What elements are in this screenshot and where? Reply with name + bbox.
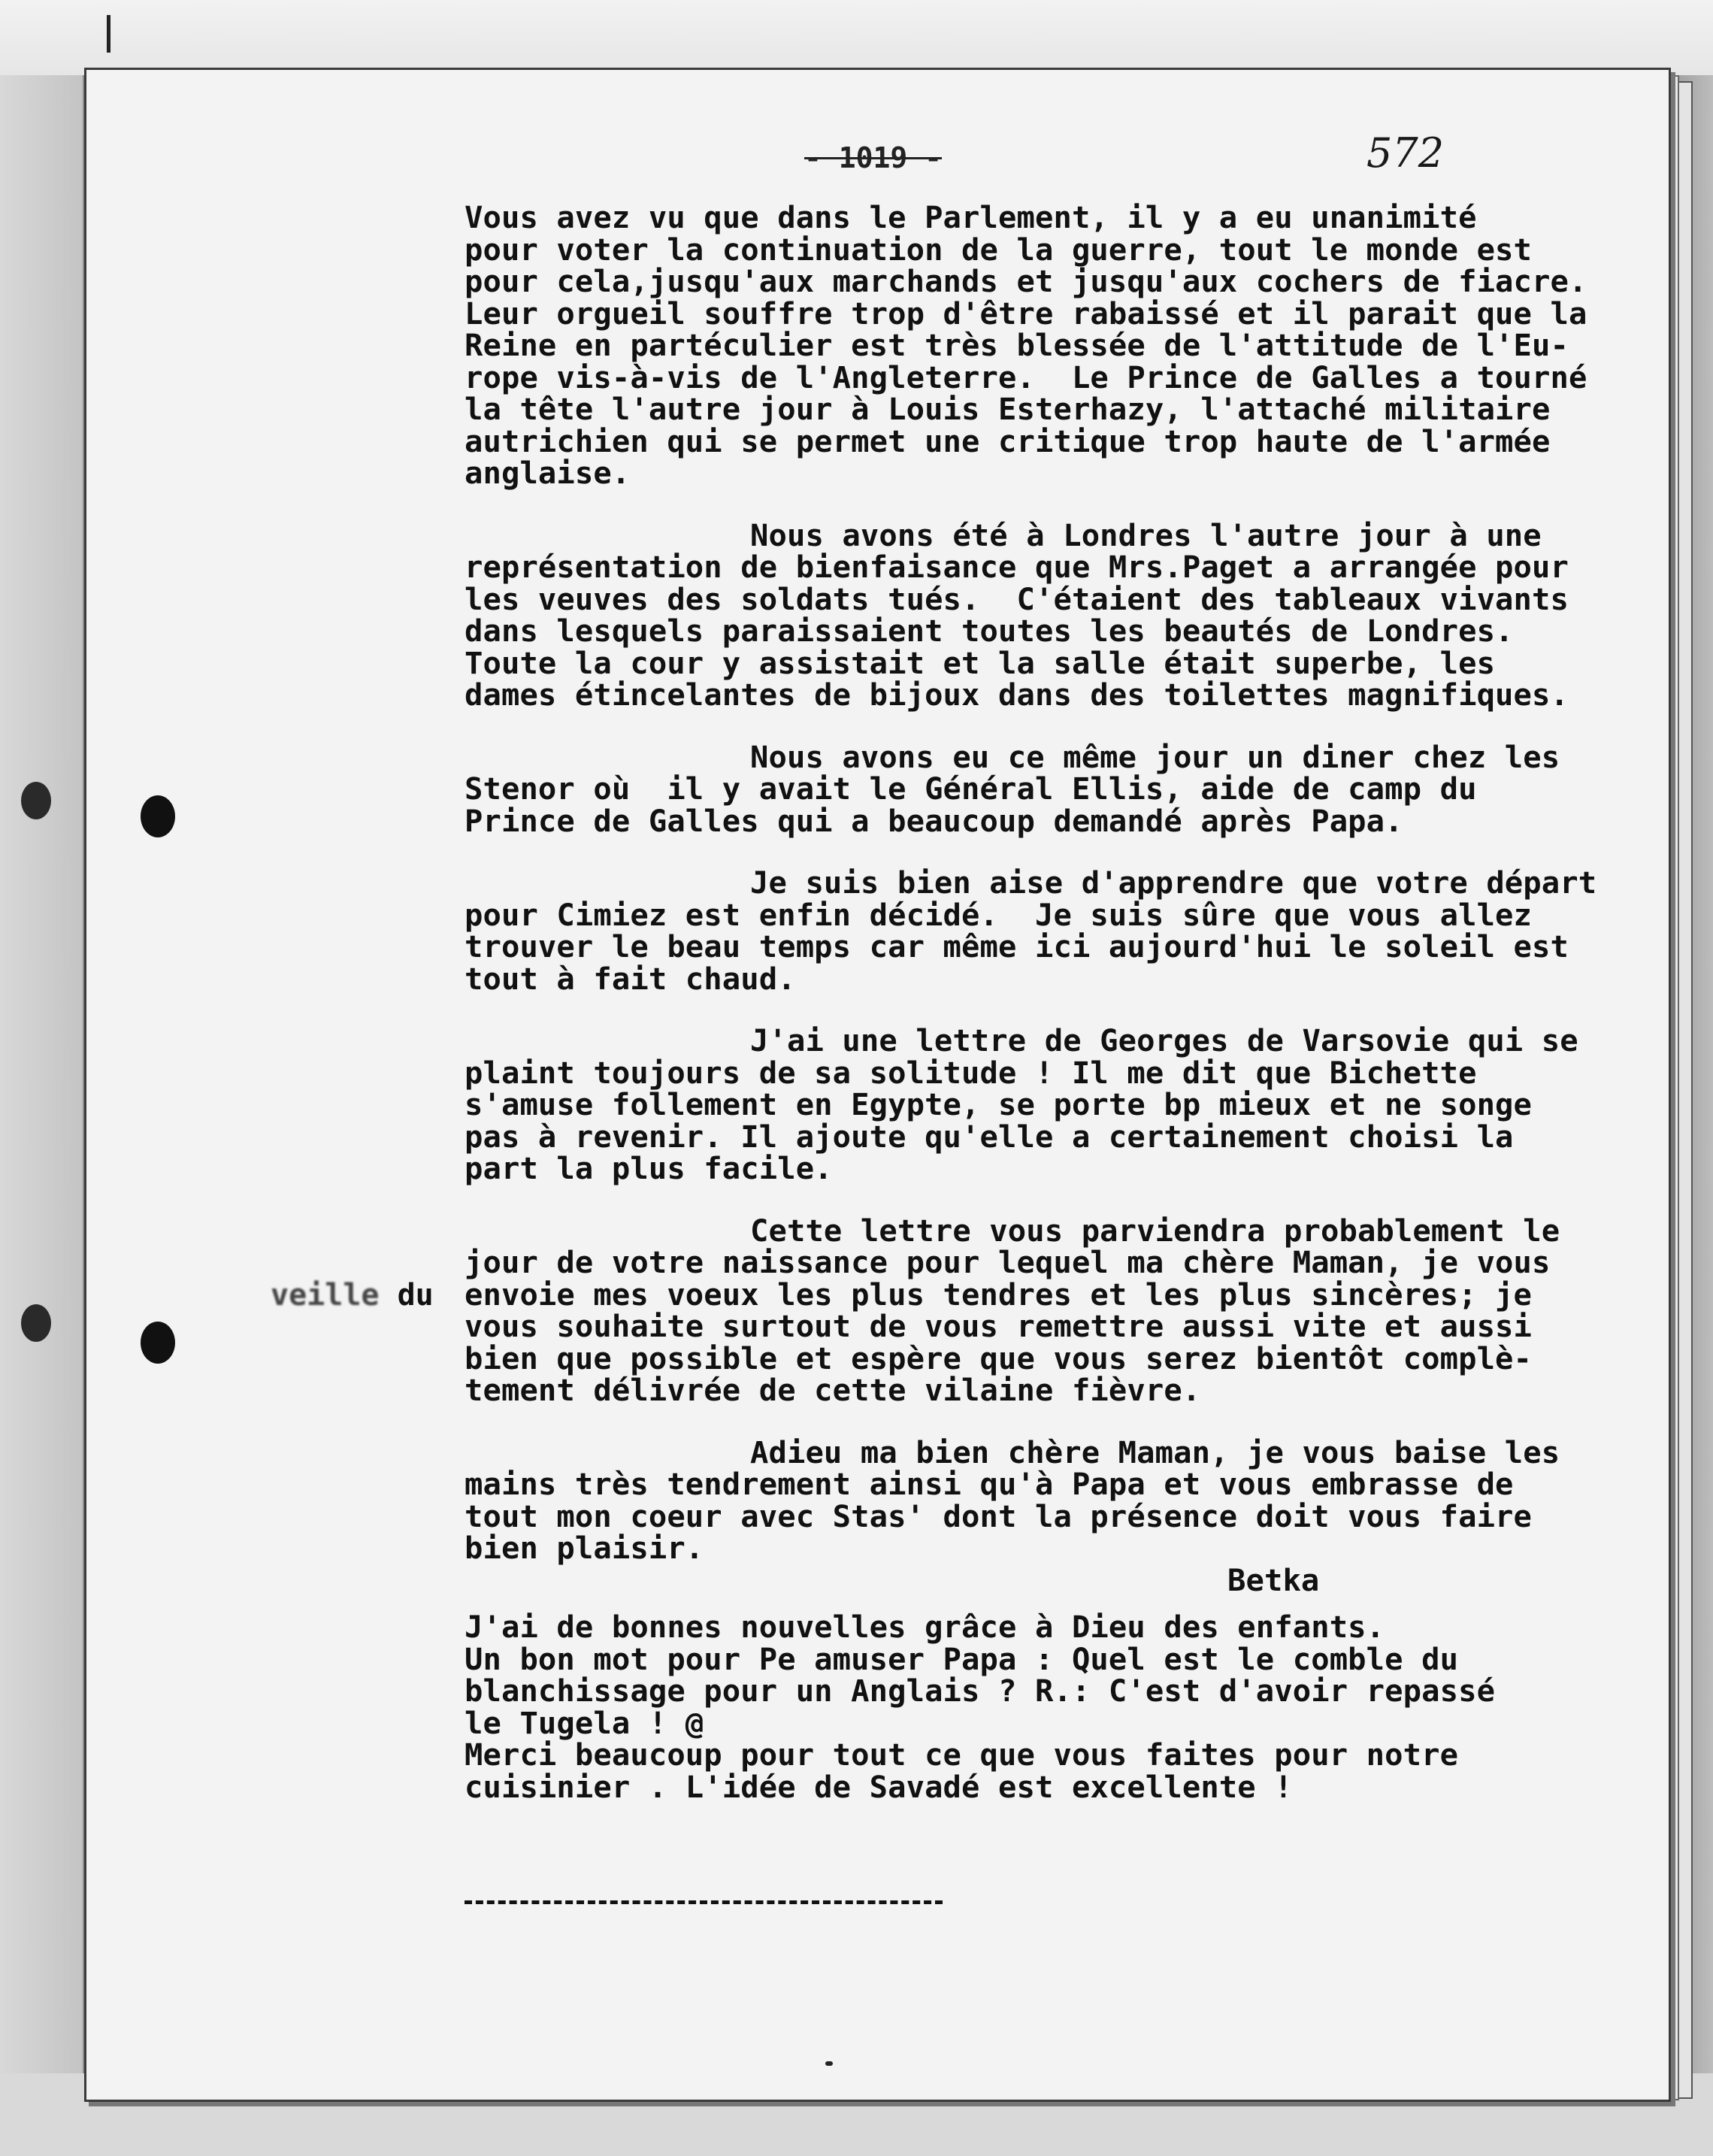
closing-dashed-rule xyxy=(465,1900,943,1904)
punch-hole xyxy=(141,1322,175,1364)
margin-annotation xyxy=(271,1278,434,1313)
text-line: dames étincelantes de bijoux dans des toilettes magnifiques. xyxy=(465,677,1569,713)
text-line: mains très tendrement ainsi qu'à Papa et vous embrasse de xyxy=(465,1466,1514,1502)
text-line: s'amuse follement en Egypte, se porte bp mieux et ne songe xyxy=(465,1086,1533,1122)
text-line: Nous avons eu ce même jour un diner chez les xyxy=(750,738,1560,775)
typed-page-number-struck: - 1019 - xyxy=(804,141,943,174)
scanner-backdrop-top xyxy=(0,0,1713,75)
text-line: part la plus facile. xyxy=(465,1150,833,1186)
text-line: cuisinier . L'idée de Savadé est excellente ! xyxy=(465,1768,1293,1805)
scan-mark xyxy=(107,15,110,53)
text-line: pas à revenir. Il ajoute qu'elle a certainement choisi la xyxy=(465,1118,1514,1155)
text-line: tout à fait chaud. xyxy=(465,960,796,997)
text-line: autrichien qui se permet une critique trop haute de l'armée xyxy=(465,422,1551,459)
text-line: vous souhaite surtout de vous remettre aussi vite et aussi xyxy=(465,1308,1533,1344)
letter-body xyxy=(465,201,1637,1803)
binder-hole-edge xyxy=(21,782,51,819)
scanner-backdrop-left xyxy=(0,75,83,2156)
ink-speck xyxy=(825,2061,833,2066)
handwritten-page-number: 572 xyxy=(1366,129,1445,177)
text-line: Cette lettre vous parviendra probablement le xyxy=(750,1212,1560,1249)
signature: Betka xyxy=(1227,1561,1320,1598)
text-line: Toute la cour y assistait et la salle était superbe, les xyxy=(465,644,1496,681)
text-line: pour cela,jusqu'aux marchands et jusqu'aux cochers de fiacre. xyxy=(465,263,1587,299)
text-line: représentation de bienfaisance que Mrs.Paget a arrangée pour xyxy=(465,549,1569,585)
text-line: Prince de Galles qui a beaucoup demandé après Papa. xyxy=(465,802,1403,839)
text-line: le Tugela ! @ xyxy=(465,1704,704,1741)
text-line: envoie mes voeux les plus tendres et les plus sincères; je xyxy=(465,1276,1533,1313)
postscript xyxy=(465,1611,1637,1803)
text-line: dans lesquels paraissaient toutes les beautés de Londres. xyxy=(465,613,1514,649)
text-line: trouver le beau temps car même ici aujourd'hui le soleil est xyxy=(465,928,1569,964)
text-line: bien que possible et espère que vous serez bientôt complè- xyxy=(465,1340,1533,1376)
text-line: Leur orgueil souffre trop d'être rabaissé et il parait que la xyxy=(465,295,1587,332)
text-line: Reine en partéculier est très blessée de l'attitude de l'Eu- xyxy=(465,327,1569,363)
text-line: Adieu ma bien chère Maman, je vous baise les xyxy=(750,1434,1560,1470)
text-line: les veuves des soldats tués. C'étaient des tableaux vivants xyxy=(465,580,1569,617)
paragraph-7 xyxy=(465,1434,1637,1566)
text-line: tement délivrée de cette vilaine fièvre. xyxy=(465,1372,1201,1408)
text-line: pour Cimiez est enfin décidé. Je suis sûre que vous allez xyxy=(465,896,1533,933)
text-line: anglaise. xyxy=(465,455,631,491)
text-line: Je suis bien aise d'apprendre que votre départ xyxy=(750,865,1597,901)
text-line: Nous avons été à Londres l'autre jour à une xyxy=(750,516,1542,553)
margin-smudged-word: veille xyxy=(271,1278,380,1313)
text-line: blanchissage pour un Anglais ? R.: C'est d'avoir repassé xyxy=(465,1673,1496,1709)
paragraph-2 xyxy=(465,516,1637,713)
paragraph-1 xyxy=(465,201,1637,489)
text-line: jour de votre naissance pour lequel ma chère Maman, je vous xyxy=(465,1244,1551,1280)
margin-word: du xyxy=(397,1278,434,1313)
paragraph-3 xyxy=(465,738,1637,839)
text-line: rope vis-à-vis de l'Angleterre. Le Prince de Galles a tourné xyxy=(465,359,1587,395)
paragraph-4 xyxy=(465,867,1637,995)
text-line: plaint toujours de sa solitude ! Il me dit que Bichette xyxy=(465,1054,1477,1091)
text-line: Un bon mot pour Pe amuser Papa : Quel est le comble du xyxy=(465,1640,1459,1677)
paragraph-6 xyxy=(465,1212,1637,1408)
text-line: Merci beaucoup pour tout ce que vous faites pour notre xyxy=(465,1737,1459,1773)
text-line: J'ai de bonnes nouvelles grâce à Dieu des enfants. xyxy=(465,1609,1385,1645)
text-line: bien plaisir. xyxy=(465,1530,704,1566)
punch-hole xyxy=(141,795,175,837)
binder-hole-edge xyxy=(21,1304,51,1342)
text-line: J'ai une lettre de Georges de Varsovie qui se xyxy=(750,1022,1578,1058)
text-line: Vous avez vu que dans le Parlement, il y a eu unanimité xyxy=(465,199,1477,235)
paragraph-5 xyxy=(465,1022,1637,1186)
text-line: la tête l'autre jour à Louis Esterhazy, l'attaché militaire xyxy=(465,391,1551,427)
text-line: Stenor où il y avait le Général Ellis, aide de camp du xyxy=(465,771,1477,807)
text-line: pour voter la continuation de la guerre, tout le monde est xyxy=(465,231,1533,268)
text-line: tout mon coeur avec Stas' dont la présence doit vous faire xyxy=(465,1497,1533,1534)
